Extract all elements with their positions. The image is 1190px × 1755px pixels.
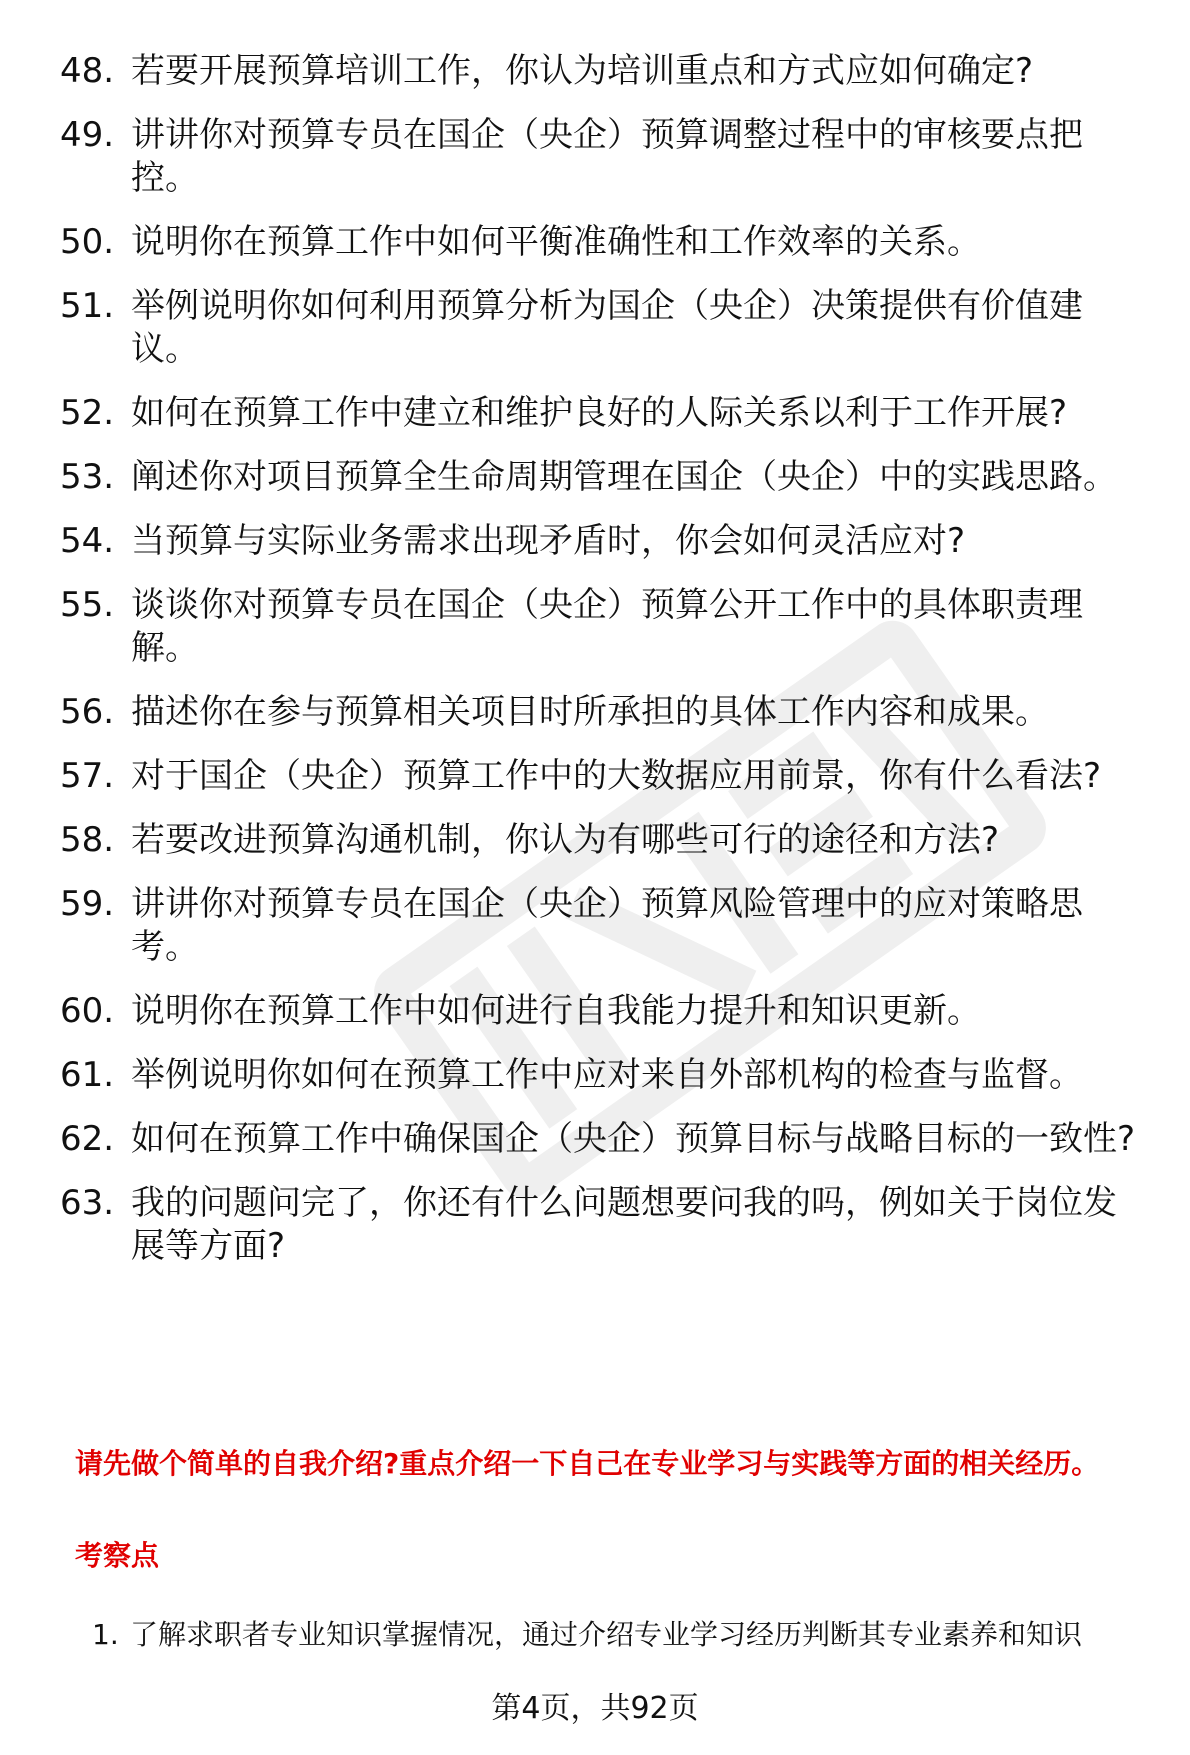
question-text: 如何在预算工作中确保国企（央企）预算目标与战略目标的一致性?	[131, 1119, 1136, 1159]
question-number: 52.	[60, 393, 115, 433]
question-number: 55.	[60, 585, 115, 625]
assessment-point	[92, 1617, 1152, 1653]
page-footer: 第4页，共92页	[491, 1691, 699, 1726]
question-text: 若要改进预算沟通机制，你认为有哪些可行的途径和方法?	[131, 820, 1000, 860]
question-number: 60.	[60, 991, 115, 1031]
question-number: 51.	[60, 286, 115, 326]
question-text: 谈谈你对预算专员在国企（央企）预算公开工作中的具体职责理解。	[131, 585, 1083, 668]
list-item	[60, 584, 1150, 670]
question-text: 当预算与实际业务需求出现矛盾时，你会如何灵活应对?	[131, 521, 966, 561]
question-number: 62.	[60, 1119, 115, 1159]
question-number: 49.	[60, 115, 115, 155]
list-item	[60, 456, 1150, 499]
list-item	[60, 990, 1150, 1033]
list-item	[60, 1118, 1150, 1161]
list-item	[60, 520, 1150, 563]
question-number: 59.	[60, 884, 115, 924]
question-number: 53.	[60, 457, 115, 497]
list-item	[60, 755, 1150, 798]
list-item	[60, 1182, 1150, 1268]
question-text: 讲讲你对预算专员在国企（央企）预算调整过程中的审核要点把控。	[131, 115, 1083, 198]
list-item	[60, 819, 1150, 862]
question-number: 57.	[60, 756, 115, 796]
list-item	[60, 114, 1150, 200]
question-text: 如何在预算工作中建立和维护良好的人际关系以利于工作开展?	[131, 393, 1068, 433]
question-number: 50.	[60, 222, 115, 262]
point-text: 了解求职者专业知识掌握情况，通过介绍专业学习经历判断其专业素养和知识	[130, 1618, 1083, 1651]
list-item	[60, 883, 1150, 969]
question-text: 我的问题问完了，你还有什么问题想要问我的吗，例如关于岗位发展等方面?	[131, 1183, 1117, 1266]
question-text: 若要开展预算培训工作，你认为培训重点和方式应如何确定?	[131, 51, 1034, 91]
question-text: 讲讲你对预算专员在国企（央企）预算风险管理中的应对策略思考。	[131, 884, 1083, 967]
list-item	[60, 285, 1150, 371]
question-number: 48.	[60, 51, 115, 91]
question-number: 58.	[60, 820, 115, 860]
list-item	[60, 691, 1150, 734]
question-text: 举例说明你如何利用预算分析为国企（央企）决策提供有价值建议。	[131, 286, 1083, 369]
question-number: 54.	[60, 521, 115, 561]
highlight-question: 请先做个简单的自我介绍?重点介绍一下自己在专业学习与实践等方面的相关经历。	[75, 1447, 1100, 1480]
list-item	[60, 221, 1150, 264]
list-item	[60, 50, 1150, 93]
question-list	[60, 50, 1150, 1289]
question-text: 说明你在预算工作中如何平衡准确性和工作效率的关系。	[131, 222, 981, 262]
question-text: 说明你在预算工作中如何进行自我能力提升和知识更新。	[131, 991, 981, 1031]
question-text: 描述你在参与预算相关项目时所承担的具体工作内容和成果。	[131, 692, 1049, 732]
question-text: 对于国企（央企）预算工作中的大数据应用前景，你有什么看法?	[131, 756, 1102, 796]
question-number: 63.	[60, 1183, 115, 1223]
question-number: 56.	[60, 692, 115, 732]
point-number: 1.	[92, 1618, 119, 1651]
question-text: 举例说明你如何在预算工作中应对来自外部机构的检查与监督。	[131, 1055, 1083, 1095]
list-item	[60, 392, 1150, 435]
question-number: 61.	[60, 1055, 115, 1095]
list-item	[60, 1054, 1150, 1097]
question-text: 阐述你对项目预算全生命周期管理在国企（央企）中的实践思路。	[131, 457, 1117, 497]
section-heading: 考察点	[75, 1539, 160, 1572]
